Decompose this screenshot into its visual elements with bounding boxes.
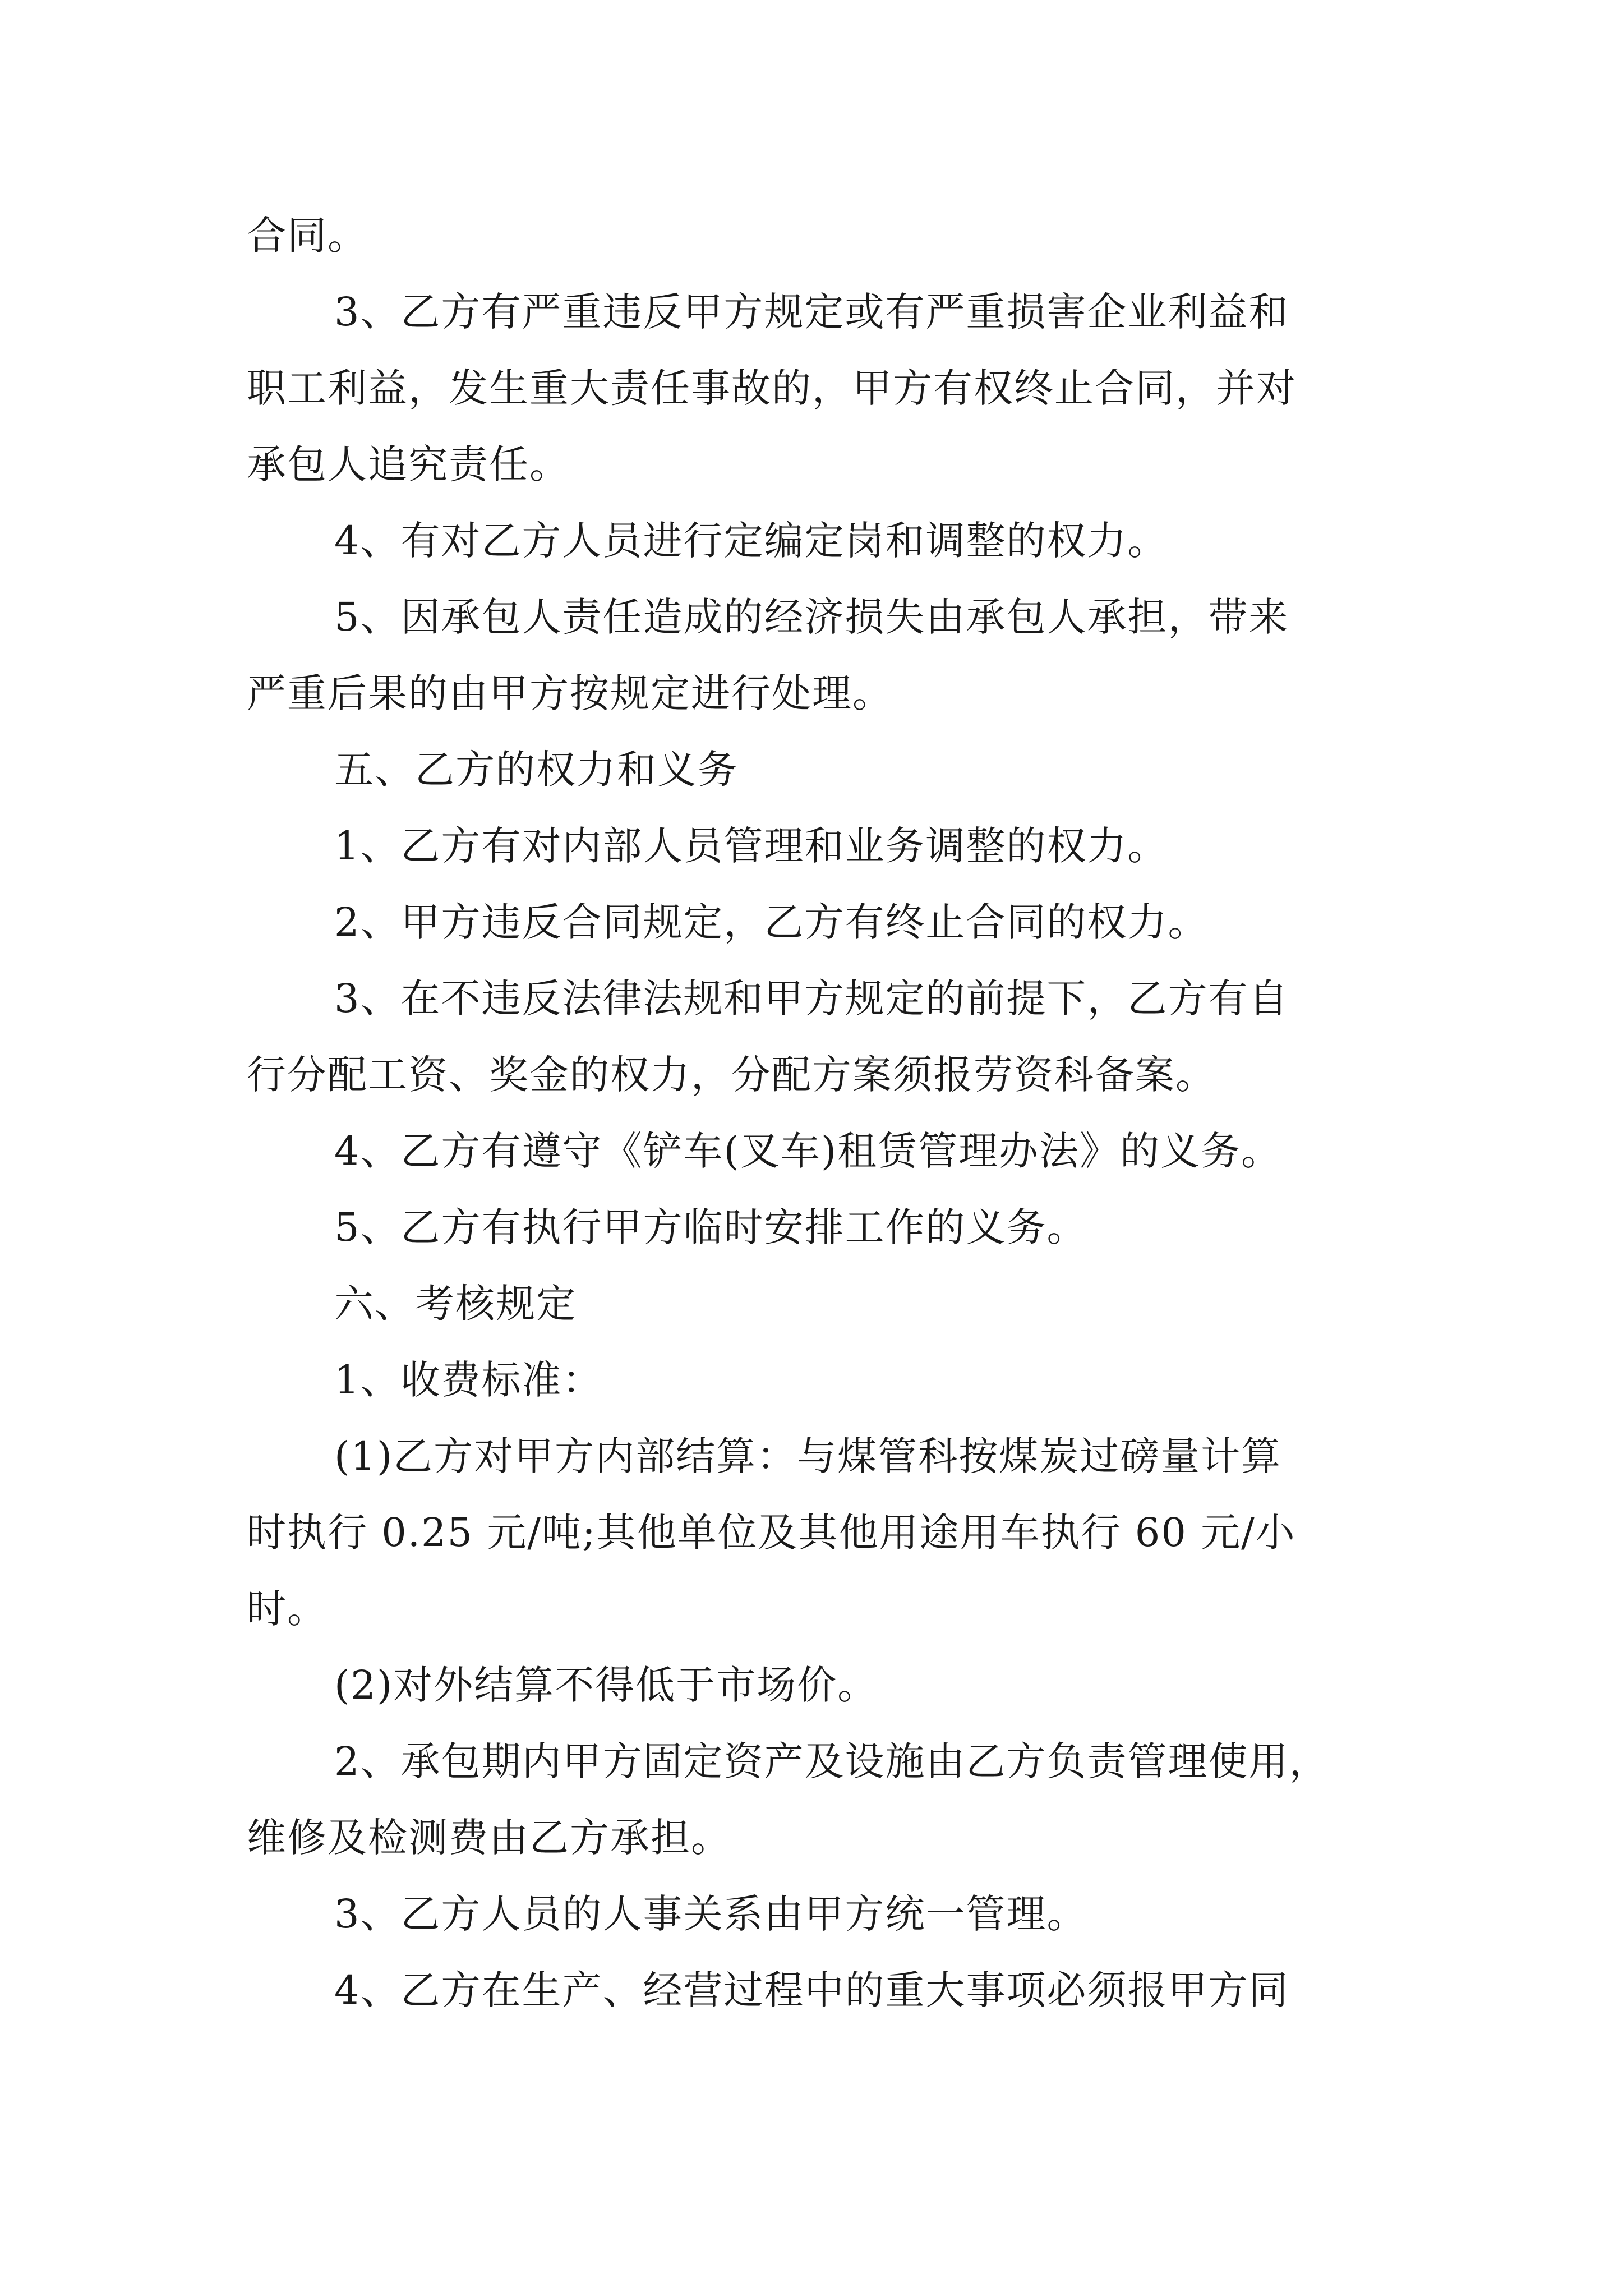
- text-line: 4、乙方在生产、经营过程中的重大事项必须报甲方同: [334, 1967, 1289, 2013]
- text-line: 维修及检测费由乙方承担。: [247, 1815, 731, 1861]
- text-line: 严重后果的由甲方按规定进行处理。: [247, 670, 893, 716]
- text-line: 行分配工资、奖金的权力，分配方案须报劳资科备案。: [247, 1052, 1216, 1098]
- text-line: 合同。: [247, 213, 368, 259]
- text-line: 时执行 0.25 元/吨;其他单位及其他用途用车执行 60 元/小: [247, 1510, 1296, 1556]
- text-line: 职工利益，发生重大责任事故的，甲方有权终止合同，并对: [247, 365, 1297, 411]
- text-line: 4、有对乙方人员进行定编定岗和调整的权力。: [334, 518, 1168, 564]
- text-line: 3、乙方人员的人事关系由甲方统一管理。: [334, 1891, 1087, 1937]
- text-line: 5、因承包人责任造成的经济损失由承包人承担，带来: [334, 594, 1289, 640]
- section-heading: 六、考核规定: [334, 1281, 577, 1327]
- text-line: 1、乙方有对内部人员管理和业务调整的权力。: [334, 823, 1168, 869]
- text-line: 1、收费标准：: [334, 1357, 603, 1403]
- text-line: (2)对外结算不得低于市场价。: [334, 1662, 878, 1708]
- text-line: 4、乙方有遵守《铲车(叉车)租赁管理办法》的义务。: [334, 1128, 1282, 1174]
- text-line: 3、在不违反法律法规和甲方规定的前提下，乙方有自: [334, 976, 1289, 1022]
- text-line: 时。: [247, 1586, 328, 1632]
- text-line: 2、甲方违反合同规定，乙方有终止合同的权力。: [334, 899, 1209, 945]
- text-line: 2、承包期内甲方固定资产及设施由乙方负责管理使用，: [334, 1738, 1330, 1784]
- text-line: 3、乙方有严重违反甲方规定或有严重损害企业利益和: [334, 289, 1289, 335]
- text-line: 5、乙方有执行甲方临时安排工作的义务。: [334, 1204, 1087, 1250]
- section-heading: 五、乙方的权力和义务: [334, 747, 738, 793]
- text-line: 承包人追究责任。: [247, 441, 570, 487]
- text-line: (1)乙方对甲方内部结算：与煤管科按煤炭过磅量计算: [334, 1433, 1282, 1479]
